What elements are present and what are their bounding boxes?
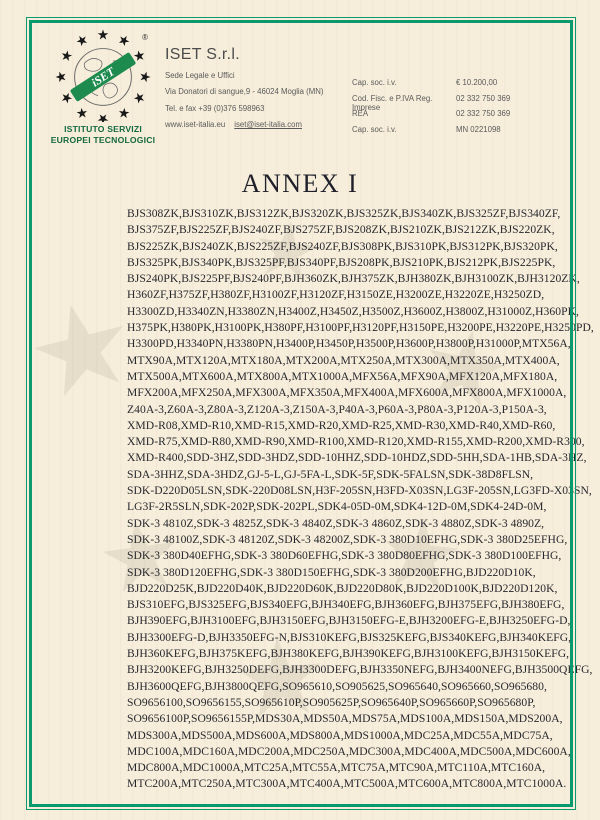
company-email-link[interactable]: iset@iset-italia.com: [234, 119, 302, 129]
registry-label: REA: [352, 109, 369, 119]
model-line: Z40A-3,Z60A-3,Z80A-3,Z120A-3,Z150A-3,P40A-3,P60A-3,P80A-3,P120A-3,P150A-3,: [127, 402, 547, 416]
model-line: BJD220D25K,BJD220D40K,BJD220D60K,BJD220D80K,BJD220D100K,BJD220D120K,: [127, 581, 558, 595]
star-watermark: ★: [372, 495, 469, 615]
model-line: MTX90A,MTX120A,MTX180A,MTX200A,MTX250A,MTX300A,MTX350A,MTX400A,: [127, 353, 560, 367]
model-line: MTC200A,MTC250A,MTC300A,MTC400A,MTC500A,MTC600A,MTC800A,MTC1000A.: [127, 777, 567, 791]
registry-row: [352, 78, 546, 94]
company-name: ISET S.r.l.: [165, 46, 241, 63]
model-line: BJH3200KEFG,BJH3250DEFG,BJH3300DEFG,BJH3350NEFG,BJH3400NEFG,BJH3500QEFG,: [127, 663, 593, 677]
registry-label: Cod. Fisc. e P.IVA Reg. Imprese: [352, 93, 433, 112]
model-line: BJH3300EFG-D,BJH3350EFG-N,BJS310KEFG,BJS325KEFG,BJS340KEFG,BJH340KEFG,: [127, 630, 572, 644]
model-line: BJS308ZK,BJS310ZK,BJS312ZK,BJS320ZK,BJS325ZK,BJS340ZK,BJS325ZF,BJS340ZF,: [127, 207, 561, 220]
model-line: MDC100A,MDC160A,MDC200A,MDC250A,MDC300A,MDC400A,MDC500A,MDC600A,: [127, 744, 571, 758]
model-line: H3300ZD,H3340ZN,H3380ZN,H3400Z,H3450Z,H3500Z,H3600Z,H3800Z,H31000Z,H360PK,: [127, 304, 579, 318]
model-line: SDK-D220D05LSN,SDK-220D08LSN,H3F-205SN,H3FD-X03SN,LG3F-205SN,LG3FD-X03SN,: [127, 484, 592, 498]
institute-name-line2: EUROPEI TECNOLOGICI: [50, 134, 156, 145]
model-line: SDK-3 380D40EFHG,SDK-3 380D60EFHG,SDK-3 380D80EFHG,SDK-3 380D100EFHG,: [127, 549, 562, 563]
registry-label: Cap. soc. i.v.: [352, 124, 397, 134]
model-line: H360ZF,H375ZF,H380ZF,H3100ZF,H3120ZF,H3150ZE,H3200ZE,H3220ZE,H3250ZD,: [127, 288, 545, 302]
ribbon-text: iSET: [89, 65, 118, 90]
registry-value: € 10.200,00: [456, 78, 498, 87]
company-address-label: Sede Legale e Uffici: [165, 71, 235, 81]
registry-row: [352, 94, 546, 110]
model-line: BJS240PK,BJS225PF,BJS240PF,BJH360ZK,BJH375ZK,BJH380ZK,BJH3100ZK,BJH3120ZK,: [127, 272, 580, 286]
model-line: H375PK,H380PK,H3100PK,H380PF,H3100PF,H3120PF,H3150PE,H3200PE,H3220PE,H3250PD,: [127, 321, 594, 335]
model-line: SDK-3 4810Z,SDK-3 4825Z,SDK-3 4840Z,SDK-3 4860Z,SDK-3 4880Z,SDK-3 4890Z,: [127, 516, 545, 530]
registry-value: MN 0221098: [456, 124, 501, 134]
model-code-list: [127, 201, 594, 793]
company-web-line: [165, 121, 323, 129]
institute-name-line1: ISTITUTO SERVIZI: [64, 124, 142, 134]
model-line: SO9656100P,SO9656155P,MDS30A,MDS50A,MDS75A,MDS100A,MDS150A,MDS200A,: [127, 712, 563, 726]
model-line: LG3F-2R5SLN,SDK-202P,SDK-202PL,SDK4-05D-0M,SDK4-12D-0M,SDK4-24D-0M,: [127, 500, 547, 514]
registry-label: Cap. soc. i.v.: [352, 78, 397, 87]
iset-logo: [44, 28, 162, 145]
company-info: [165, 46, 323, 129]
company-phone: Tel. e fax +39 (0)376 598963: [165, 103, 265, 113]
model-line: BJS310EFG,BJS325EFG,BJS340EFG,BJH340EFG,BJH360EFG,BJH375EFG,BJH380EFG,: [127, 598, 565, 612]
model-line: SDK-3 380D120EFHG,SDK-3 380D150EFHG,SDK-3 380D200EFHG,BJD220D10K,: [127, 565, 536, 579]
star-watermark: ★: [408, 300, 521, 435]
registered-trademark: ®: [142, 32, 148, 42]
registry-row: [352, 125, 546, 141]
star-watermark: ★: [226, 612, 335, 745]
model-line: BJH3600QEFG,BJH3800QEFG,SO965610,SO905625,SO965640,SO965660,SO965680,: [127, 679, 547, 693]
model-line: MDS300A,MDS500A,MDS600A,MDS800A,MDS1000A,MDC25A,MDC55A,MDC75A,: [127, 728, 553, 742]
registry-value: 02 332 750 369: [456, 109, 511, 119]
model-line: XMD-R75,XMD-R80,XMD-R90,XMD-R100,XMD-R120,XMD-R155,XMD-R200,XMD-R300,: [127, 435, 585, 449]
star-watermark: ★: [246, 201, 328, 301]
model-line: H3300PD,H3340PN,H3380PN,H3400P,H3450P,H3500P,H3600P,H3800P,H31000P,MTX56A,: [127, 337, 571, 351]
model-line: BJS325PK,BJS340PK,BJS325PF,BJS340PF,BJS208PK,BJS210PK,BJS212PK,BJS225PK,: [127, 255, 556, 269]
registry-table: [352, 78, 546, 140]
model-line: MTX500A,MTX600A,MTX800A,MTX1000A,MFX56A,MFX90A,MFX120A,MFX180A,: [127, 369, 558, 383]
company-address: Via Donatori di sangue,9 - 46024 Moglia (MN): [165, 87, 324, 97]
star-watermark: ★: [90, 496, 191, 618]
model-line: SDA-3HHZ,SDA-3HDZ,GJ-5-L,GJ-5FA-L,SDK-5F,SDK-5FALSN,SDK-38D8FLSN,: [127, 467, 534, 481]
institute-name: [44, 124, 162, 145]
model-line: MFX200A,MFX250A,MFX300A,MFX350A,MFX400A,MFX600A,MFX800A,MFX1000A,: [127, 386, 567, 400]
company-website: www.iset-italia.eu: [165, 119, 226, 129]
registry-row: [352, 109, 546, 125]
model-line: BJH360KEFG,BJH375KEFG,BJH380KEFG,BJH390KEFG,BJH3100KEFG,BJH3150KEFG,: [127, 647, 570, 661]
iset-logo-emblem: [54, 28, 152, 122]
ribbon-banner: [70, 52, 137, 102]
model-line: BJS225ZK,BJS240ZK,BJS225ZF,BJS240ZF,BJS308PK,BJS310PK,BJS312PK,BJS320PK,: [127, 239, 558, 253]
registry-value: 02 332 750 369: [456, 93, 511, 103]
model-line: XMD-R08,XMD-R10,XMD-R15,XMD-R20,XMD-R25,XMD-R30,XMD-R40,XMD-R60,: [127, 418, 556, 432]
model-line: BJS375ZF,BJS225ZF,BJS240ZF,BJS275ZF,BJS208ZK,BJS210ZK,BJS212ZK,BJS220ZK,: [127, 223, 555, 237]
model-line: MDC800A,MDC1000A,MTC25A,MTC55A,MTC75A,MTC90A,MTC110A,MTC160A,: [127, 761, 546, 775]
annex-title: ANNEX I: [241, 169, 359, 198]
model-line: SO9656100,SO9656155,SO965610P,SO905625P,SO965640P,SO965660P,SO965680P,: [127, 695, 536, 709]
model-line: XMD-R400,SDD-3HZ,SDD-3HDZ,SDD-10HHZ,SDD-10HDZ,SDD-5HH,SDA-1HB,SDA-3HZ,: [127, 451, 587, 465]
model-line: BJH390EFG,BJH3100EFG,BJH3150EFG,BJH3150EFG-E,BJH3200EFG-E,BJH3250EFG-D,: [127, 614, 571, 628]
star-watermark: ★: [12, 269, 151, 430]
model-line: SDK-3 48100Z,SDK-3 48120Z,SDK-3 48200Z,SDK-3 380D10EFHG,SDK-3 380D25EFHG,: [127, 532, 568, 546]
